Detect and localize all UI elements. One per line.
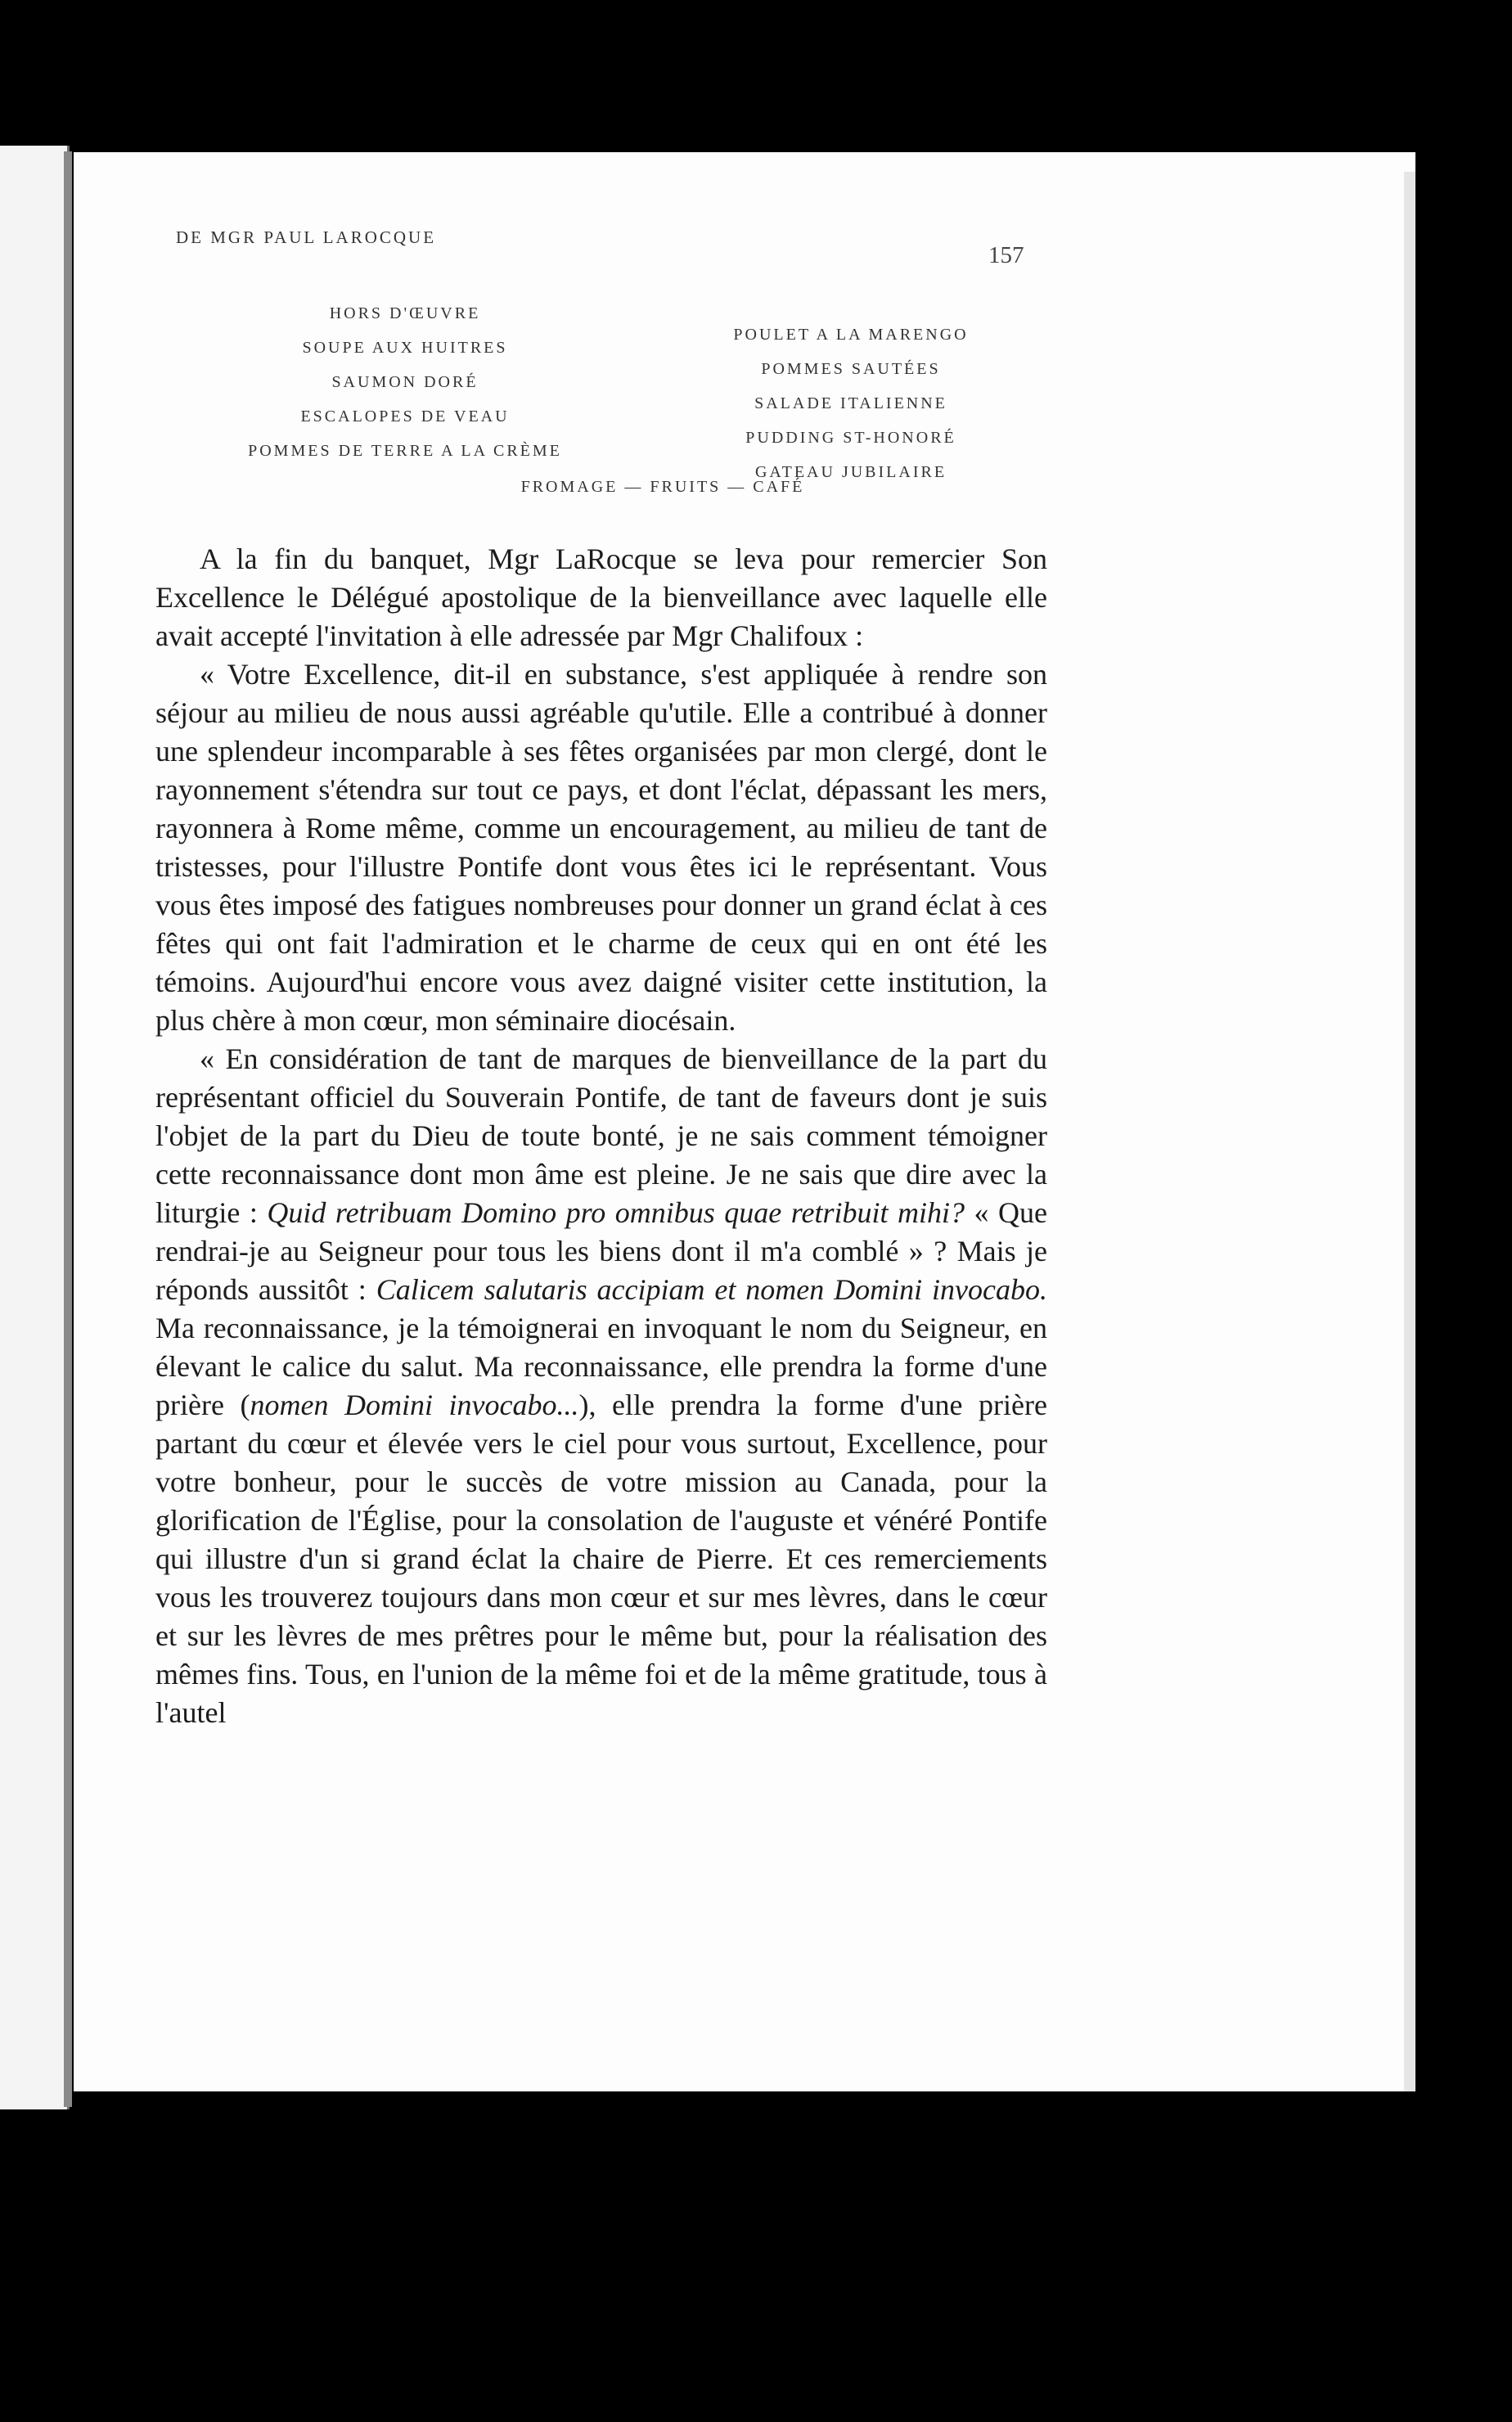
page-edge-shadow — [1404, 172, 1415, 2091]
body-text — [155, 540, 1047, 1732]
menu-item: POMMES DE TERRE A LA CRÈME — [248, 442, 562, 460]
page-number: 157 — [988, 242, 1024, 268]
book-gutter — [64, 151, 72, 2107]
paragraph — [155, 1040, 1047, 1732]
menu-left-column — [155, 296, 655, 468]
menu-item: GATEAU JUBILAIRE — [754, 463, 947, 481]
latin-quote: Quid retribuam Domino pro omnibus quae retribuit mihi? — [267, 1196, 965, 1229]
latin-quote: nomen Domini invocabo... — [250, 1389, 579, 1421]
menu-item: POULET A LA MARENGO — [733, 326, 969, 344]
menu-item: SOUPE AUX HUITRES — [302, 339, 508, 357]
paragraph-text: Ma reconnaissance, je la témoignerai en invoquant le nom du Seigneur, en élevant le calice du salut. Ma reconnaissance, elle prendra la forme d'une prière ( — [155, 1312, 1047, 1421]
paragraph-text: ), elle prendra la forme d'une prière partant du cœur et élevée vers le ciel pour vous surtout, Excellence, pour votre bonheur, pour le succès de votre mission au Canada, pour la glorification de l'Église, pour la consolation de l'auguste et vénéré Pontife qui illustre d'un si grand éclat la chaire de Pierre. Et ces remerciements vous les trouverez toujours dans mon cœur et sur mes lèvres, dans le cœur et sur les lèvres de mes prêtres pour le même but, pour la réalisation des mêmes fins. Tous, en l'union de la même foi et de la même gratitude, tous à l'autel — [155, 1389, 1047, 1729]
menu-item: ESCALOPES DE VEAU — [300, 407, 510, 425]
latin-quote: Calicem salutaris accipiam et nomen Domini invocabo. — [376, 1273, 1048, 1306]
menu-footer: FROMAGE — FRUITS — CAFÉ — [520, 478, 805, 496]
menu-item: SAUMON DORÉ — [331, 373, 479, 391]
paragraph-text: « En considération de tant de marques de bienveillance de la part du représentant officiel du Souverain Pontife, de tant de faveurs dont je suis l'objet de la part du Dieu de toute bonté, je ne sais comment témoigner cette reconnaissance dont mon âme est pleine. Je ne sais que dire avec la liturgie : — [155, 1042, 1047, 1229]
menu-item: HORS D'ŒUVRE — [329, 304, 481, 322]
menu-right-column — [679, 317, 1023, 489]
menu-item: SALADE ITALIENNE — [754, 394, 947, 412]
facing-page-edge — [0, 146, 70, 2109]
menu-item: PUDDING ST-HONORÉ — [745, 429, 956, 447]
running-title: DE MGR PAUL LAROCQUE — [176, 227, 437, 247]
paragraph: « Votre Excellence, dit-il en substance, s'est appliquée à rendre son séjour au milieu de nous aussi agréable qu'utile. Elle a contribué à donner une splendeur incomparable à ses fêtes organisées par mon clergé, dont le rayonnement s'étendra sur tout ce pays, et dont l'éclat, dépassant les mers, rayonnera à Rome même, comme un encouragement, au milieu de tant de tristesses, pour l'illustre Pontife dont vous êtes ici le représentant. Vous vous êtes imposé des fatigues nombreuses pour donner un grand éclat à ces fêtes qui ont fait l'admiration et le charme de ceux qui en ont été les témoins. Aujourd'hui encore vous avez daigné visiter cette institution, la plus chère à mon cœur, mon séminaire diocésain. — [155, 658, 1047, 1037]
menu-item: POMMES SAUTÉES — [761, 360, 941, 378]
paragraph-text: « Que rendrai-je au Seigneur pour tous les biens dont il m'a comblé » ? Mais je réponds aussitôt : — [155, 1196, 1048, 1306]
paragraph: A la fin du banquet, Mgr LaRocque se leva pour remercier Son Excellence le Délégué apostolique de la bienveillance avec laquelle elle avait accepté l'invitation à elle adressée par Mgr Chalifoux : — [155, 542, 1047, 652]
